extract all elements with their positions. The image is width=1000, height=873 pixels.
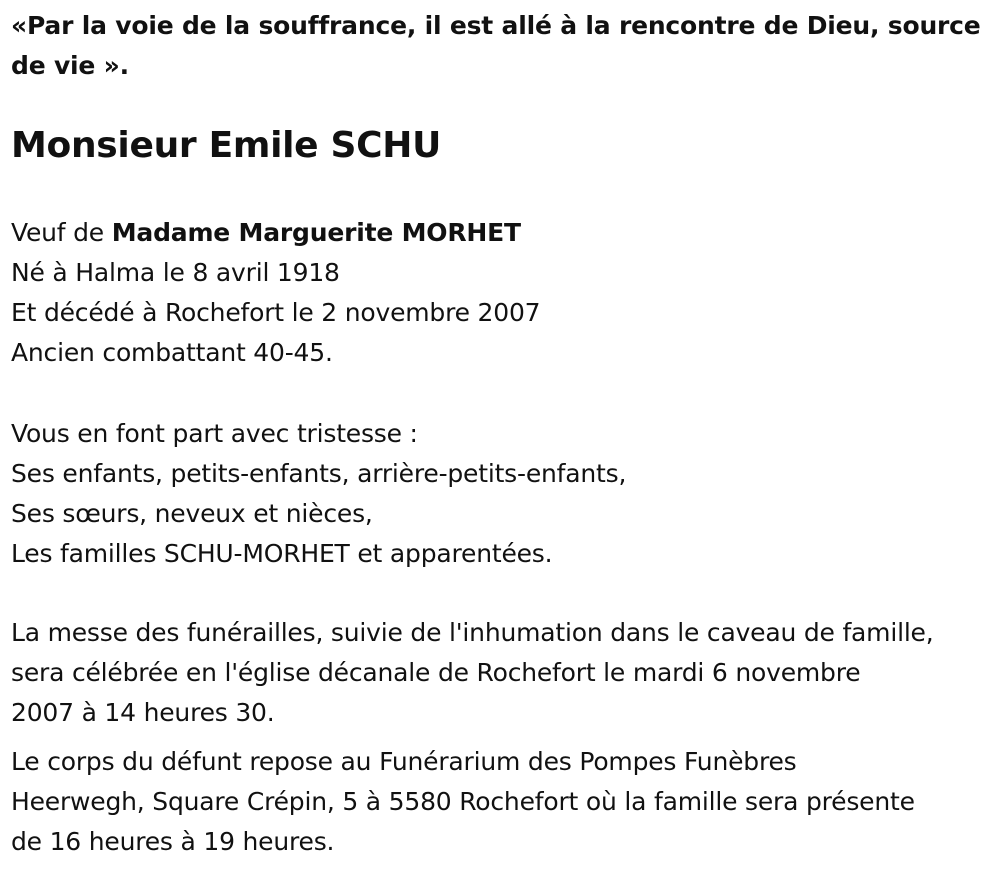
funeral-line-2: sera célébrée en l'église décanale de Rochefort le mardi 6 novembre — [11, 658, 861, 687]
family-line-children: Ses enfants, petits-enfants, arrière-petits-enfants, — [11, 459, 627, 488]
veteran-line: Ancien combattant 40-45. — [11, 338, 333, 367]
family-intro: Vous en font part avec tristesse : — [11, 419, 418, 448]
visitation-line-1: Le corps du défunt repose au Funérarium des Pompes Funèbres — [11, 747, 797, 776]
birth-line: Né à Halma le 8 avril 1918 — [11, 258, 340, 287]
family-line-families: Les familles SCHU-MORHET et apparentées. — [11, 539, 553, 568]
widow-prefix: Veuf de — [11, 218, 112, 247]
visitation-section — [11, 742, 996, 862]
funeral-line-3: 2007 à 14 heures 30. — [11, 698, 275, 727]
deceased-name-heading: Monsieur Emile SCHU — [11, 125, 442, 166]
family-section — [11, 414, 996, 574]
visitation-line-2: Heerwegh, Square Crépin, 5 à 5580 Rochefort où la famille sera présente — [11, 787, 915, 816]
family-line-siblings: Ses sœurs, neveux et nièces, — [11, 499, 373, 528]
funeral-section — [11, 613, 996, 733]
death-line: Et décédé à Rochefort le 2 novembre 2007 — [11, 298, 541, 327]
visitation-line-3: de 16 heures à 19 heures. — [11, 827, 335, 856]
epigraph-quote: «Par la voie de la souffrance, il est allé à la rencontre de Dieu, source de vie ». — [11, 11, 981, 80]
spouse-name: Madame Marguerite MORHET — [111, 218, 521, 247]
spouse-line — [11, 213, 996, 253]
funeral-line-1: La messe des funérailles, suivie de l'inhumation dans le caveau de famille, — [11, 618, 934, 647]
identity-section — [11, 213, 996, 373]
